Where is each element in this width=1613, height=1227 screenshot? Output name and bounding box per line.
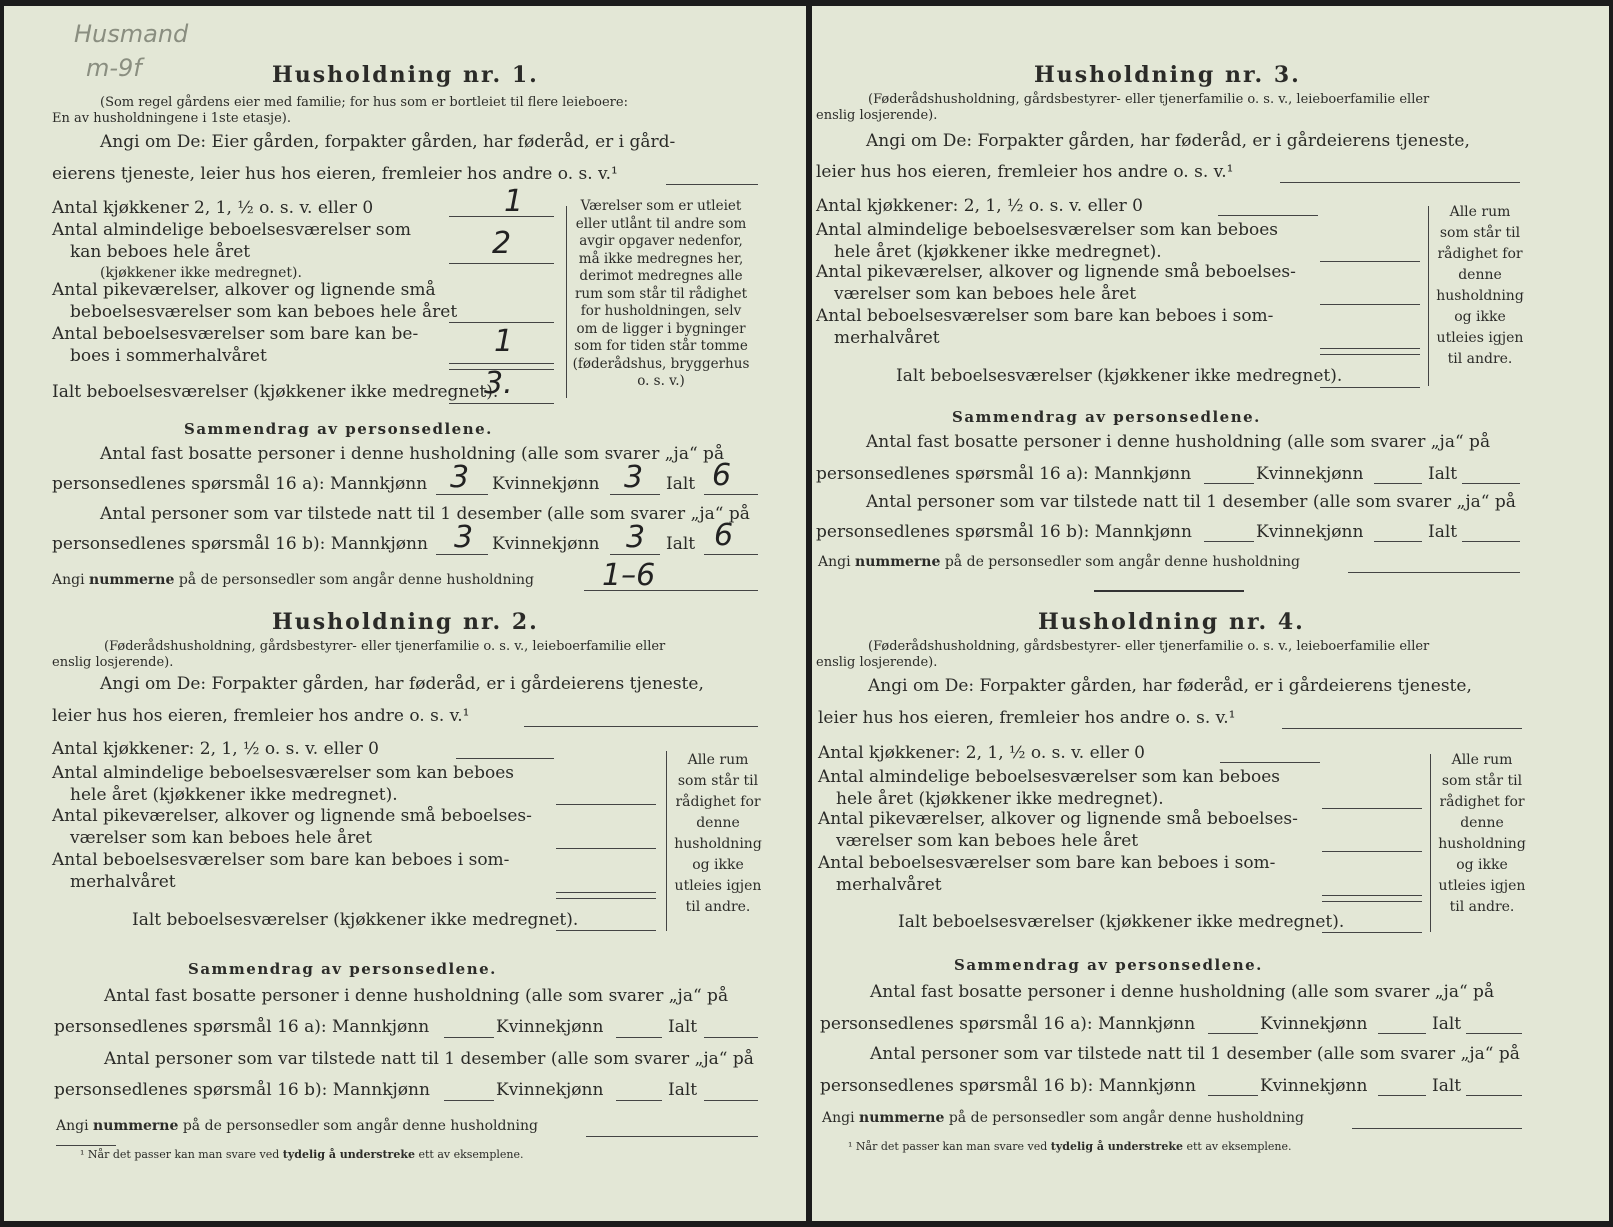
household-3-summer-rooms-label-a: Antal beboelsesværelser som bare kan beboes i som- (816, 306, 1274, 326)
household-2-angi-2: leier hus hos eieren, fremleier hos andre o. s. v.¹ (52, 706, 470, 726)
household-2-kitchens-label: Antal kjøkkener: 2, 1, ½ o. s. v. eller 0 (52, 739, 379, 759)
household-2-female-label-b: Kvinnekjønn (496, 1080, 604, 1100)
household-4-summary-1b: personsedlenes spørsmål 16 a): Mannkjønn (820, 1014, 1196, 1034)
household-1-rooms-label-b: kan beboes hele året (70, 242, 251, 262)
household-1-note-2: En av husholdningene i 1ste etasje). (52, 111, 291, 126)
household-3-numbers-label: Angi nummerne på de personsedler som angår denne husholdning (818, 554, 1300, 570)
household-1-male-b: 3 (454, 520, 474, 555)
household-1-title: Husholdning nr. 1. (272, 62, 539, 88)
household-3-rooms-label-a: Antal almindelige beboelsesværelser som kan beboes (816, 220, 1278, 240)
household-1-total-rooms-label: Ialt beboelsesværelser (kjøkkener ikke medregnet). (52, 382, 499, 402)
household-1-summer-rooms-label-a: Antal beboelsesværelser som bare kan be- (52, 324, 419, 344)
household-1-kitchens-value: 1 (504, 184, 524, 219)
household-3-title: Husholdning nr. 3. (1034, 62, 1301, 88)
household-1-total-a: 6 (712, 458, 732, 493)
footnote: ¹ Når det passer kan man svare ved tydelig å understreke ett av eksemplene. (80, 1148, 524, 1161)
household-4-female-label-a: Kvinnekjønn (1260, 1014, 1368, 1034)
household-2-title: Husholdning nr. 2. (272, 609, 539, 635)
household-1-small-rooms-label-a: Antal pikeværelser, alkover og lignende små (52, 280, 436, 300)
household-1-summer-rooms-value: 1 (494, 324, 514, 359)
household-1-rooms-label-a: Antal almindelige beboelsesværelser som (52, 220, 411, 240)
household-3-summer-rooms-label-b: merhalvåret (834, 328, 940, 348)
household-1-summary-1b: personsedlenes spørsmål 16 a): Mannkjønn (52, 474, 428, 494)
right-page (812, 6, 1609, 1221)
household-2-total-label-a: Ialt (668, 1017, 698, 1037)
household-2-summary-1a: Antal fast bosatte personer i denne husholdning (alle som svarer „ja“ på (104, 986, 729, 1006)
household-2-summary-2a: Antal personer som var tilstede natt til 1 desember (alle som svarer „ja“ på (104, 1049, 754, 1069)
household-3-side-note: Alle rum som står til rådighet for denne husholdning og ikke utleies igjen til andre. (1436, 204, 1524, 367)
household-1-summer-rooms-label-b: boes i sommerhalvåret (70, 346, 267, 366)
household-2-total-rooms-label: Ialt beboelsesværelser (kjøkkener ikke medregnet). (132, 910, 579, 930)
household-1-angi-2: eierens tjeneste, leier hus hos eieren, fremleier hos andre o. s. v.¹ (52, 164, 618, 184)
household-2-note-1: (Føderådshusholdning, gårdsbestyrer- eller tjenerfamilie o. s. v., leieboerfamilie eller (104, 639, 666, 654)
household-1-rooms-label-c: (kjøkkener ikke medregnet). (100, 265, 302, 281)
household-2-rooms-label-b: hele året (kjøkkener ikke medregnet). (70, 785, 398, 805)
household-3-summary-2b: personsedlenes spørsmål 16 b): Mannkjønn (816, 522, 1192, 542)
household-4-total-label-a: Ialt (1432, 1014, 1462, 1034)
household-4-summary-2a: Antal personer som var tilstede natt til 1 desember (alle som svarer „ja“ på (870, 1044, 1520, 1064)
household-3-angi-2: leier hus hos eieren, fremleier hos andre o. s. v.¹ (816, 162, 1234, 182)
household-3-summary-1a: Antal fast bosatte personer i denne husholdning (alle som svarer „ja“ på (866, 432, 1491, 452)
household-1-summary-title: Sammendrag av personsedlene. (184, 420, 493, 438)
household-1-female-label-a: Kvinnekjønn (492, 474, 600, 494)
household-3-summary-1b: personsedlenes spørsmål 16 a): Mannkjønn (816, 464, 1192, 484)
household-1-summary-2a: Antal personer som var tilstede natt til 1 desember (alle som svarer „ja“ på (100, 504, 750, 524)
household-3-total-label-a: Ialt (1428, 464, 1458, 484)
footnote-right: ¹ Når det passer kan man svare ved tydelig å understreke ett av eksemplene. (848, 1140, 1292, 1153)
household-4-summary-title: Sammendrag av personsedlene. (954, 956, 1263, 974)
household-1-numbers-value: 1–6 (602, 558, 656, 593)
household-4-summer-rooms-label-b: merhalvåret (836, 875, 942, 895)
household-1-small-rooms-label-b: beboelsesværelser som kan beboes hele året (70, 302, 458, 322)
household-1-note-1: (Som regel gårdens eier med familie; for hus som er bortleiet til flere leieboere: (100, 95, 628, 110)
household-4-angi-2: leier hus hos eieren, fremleier hos andre o. s. v.¹ (818, 708, 1236, 728)
household-1-total-label-b: Ialt (666, 534, 696, 554)
household-2-female-label-a: Kvinnekjønn (496, 1017, 604, 1037)
household-2-small-rooms-label-a: Antal pikeværelser, alkover og lignende små beboelses- (52, 806, 532, 826)
household-1-total-label-a: Ialt (666, 474, 696, 494)
household-4-title: Husholdning nr. 4. (1038, 609, 1305, 635)
household-4-kitchens-label: Antal kjøkkener: 2, 1, ½ o. s. v. eller 0 (818, 743, 1145, 763)
household-1-rooms-value: 2 (492, 226, 512, 261)
household-4-summer-rooms-label-a: Antal beboelsesværelser som bare kan beboes i som- (818, 853, 1276, 873)
household-1-kitchens-label: Antal kjøkkener 2, 1, ½ o. s. v. eller 0 (52, 198, 374, 218)
household-4-small-rooms-label-a: Antal pikeværelser, alkover og lignende små beboelses- (818, 809, 1298, 829)
household-3-small-rooms-label-a: Antal pikeværelser, alkover og lignende små beboelses- (816, 262, 1296, 282)
household-3-total-rooms-label: Ialt beboelsesværelser (kjøkkener ikke medregnet). (896, 366, 1343, 386)
household-4-summary-2b: personsedlenes spørsmål 16 b): Mannkjønn (820, 1076, 1196, 1096)
household-1-summary-2b: personsedlenes spørsmål 16 b): Mannkjønn (52, 534, 428, 554)
household-3-summary-2a: Antal personer som var tilstede natt til 1 desember (alle som svarer „ja“ på (866, 492, 1516, 512)
household-3-rooms-label-b: hele året (kjøkkener ikke medregnet). (834, 242, 1162, 262)
household-1-male-a: 3 (450, 460, 470, 495)
household-1-total-b: 6 (714, 518, 734, 553)
household-1-numbers-label: Angi nummerne på de personsedler som angår denne husholdning (52, 572, 534, 588)
household-2-summary-2b: personsedlenes spørsmål 16 b): Mannkjønn (54, 1080, 430, 1100)
household-4-total-rooms-label: Ialt beboelsesværelser (kjøkkener ikke medregnet). (898, 912, 1345, 932)
household-1-female-label-b: Kvinnekjønn (492, 534, 600, 554)
household-2-summary-1b: personsedlenes spørsmål 16 a): Mannkjønn (54, 1017, 430, 1037)
left-page (4, 6, 806, 1221)
household-4-numbers-label: Angi nummerne på de personsedler som angår denne husholdning (822, 1110, 1304, 1126)
household-3-angi-1: Angi om De: Forpakter gården, har føderåd, er i gårdeierens tjeneste, (866, 131, 1470, 151)
household-4-note-1: (Føderådshusholdning, gårdsbestyrer- eller tjenerfamilie o. s. v., leieboerfamilie eller (868, 639, 1430, 654)
household-2-numbers-label: Angi nummerne på de personsedler som angår denne husholdning (56, 1118, 538, 1134)
household-3-summary-title: Sammendrag av personsedlene. (952, 408, 1261, 426)
household-4-rooms-label-b: hele året (kjøkkener ikke medregnet). (836, 789, 1164, 809)
household-2-side-note: Alle rum som står til rådighet for denne husholdning og ikke utleies igjen til andre. (674, 752, 762, 915)
household-1-female-a: 3 (624, 460, 644, 495)
household-4-total-label-b: Ialt (1432, 1076, 1462, 1096)
pencil-note-2: m-9f (86, 54, 142, 82)
household-3-small-rooms-label-b: værelser som kan beboes hele året (834, 284, 1137, 304)
household-4-small-rooms-label-b: værelser som kan beboes hele året (836, 831, 1139, 851)
household-2-rooms-label-a: Antal almindelige beboelsesværelser som kan beboes (52, 763, 514, 783)
household-3-total-label-b: Ialt (1428, 522, 1458, 542)
household-1-side-note: Værelser som er utleiet eller utlånt til andre som avgir opgaver nedenfor, må ikke medregnes her, derimot medregnes alle rum som står til rådighet for husholdningen, selv om de ligger i bygninger som for tiden står tomme (føderådshus, bryggerhus o. s. v.) (572, 198, 750, 389)
household-2-total-label-b: Ialt (668, 1080, 698, 1100)
household-3-note-2: enslig losjerende). (816, 108, 938, 123)
household-4-female-label-b: Kvinnekjønn (1260, 1076, 1368, 1096)
household-1-summary-1a: Antal fast bosatte personer i denne husholdning (alle som svarer „ja“ på (100, 444, 725, 464)
household-4-rooms-label-a: Antal almindelige beboelsesværelser som kan beboes (818, 767, 1280, 787)
household-2-angi-1: Angi om De: Forpakter gården, har føderåd, er i gårdeierens tjeneste, (100, 674, 704, 694)
household-3-kitchens-label: Antal kjøkkener: 2, 1, ½ o. s. v. eller 0 (816, 196, 1143, 216)
household-2-note-2: enslig losjerende). (52, 655, 174, 670)
household-3-female-label-b: Kvinnekjønn (1256, 522, 1364, 542)
household-2-summary-title: Sammendrag av personsedlene. (188, 960, 497, 978)
household-2-summer-rooms-label-b: merhalvåret (70, 872, 176, 892)
household-2-summer-rooms-label-a: Antal beboelsesværelser som bare kan beboes i som- (52, 850, 510, 870)
household-4-summary-1a: Antal fast bosatte personer i denne husholdning (alle som svarer „ja“ på (870, 982, 1495, 1002)
household-1-female-b: 3 (626, 520, 646, 555)
pencil-note-1: Husmand (74, 20, 189, 48)
household-3-female-label-a: Kvinnekjønn (1256, 464, 1364, 484)
household-4-note-2: enslig losjerende). (816, 655, 938, 670)
household-1-total-rooms-value: 3. (484, 366, 513, 401)
household-4-side-note: Alle rum som står til rådighet for denne husholdning og ikke utleies igjen til andre. (1438, 752, 1526, 915)
household-2-small-rooms-label-b: værelser som kan beboes hele året (70, 828, 373, 848)
household-4-angi-1: Angi om De: Forpakter gården, har føderåd, er i gårdeierens tjeneste, (868, 676, 1472, 696)
household-1-angi-1: Angi om De: Eier gården, forpakter gården, har føderåd, er i gård- (100, 132, 676, 152)
household-3-note-1: (Føderådshusholdning, gårdsbestyrer- eller tjenerfamilie o. s. v., leieboerfamilie eller (868, 92, 1430, 107)
